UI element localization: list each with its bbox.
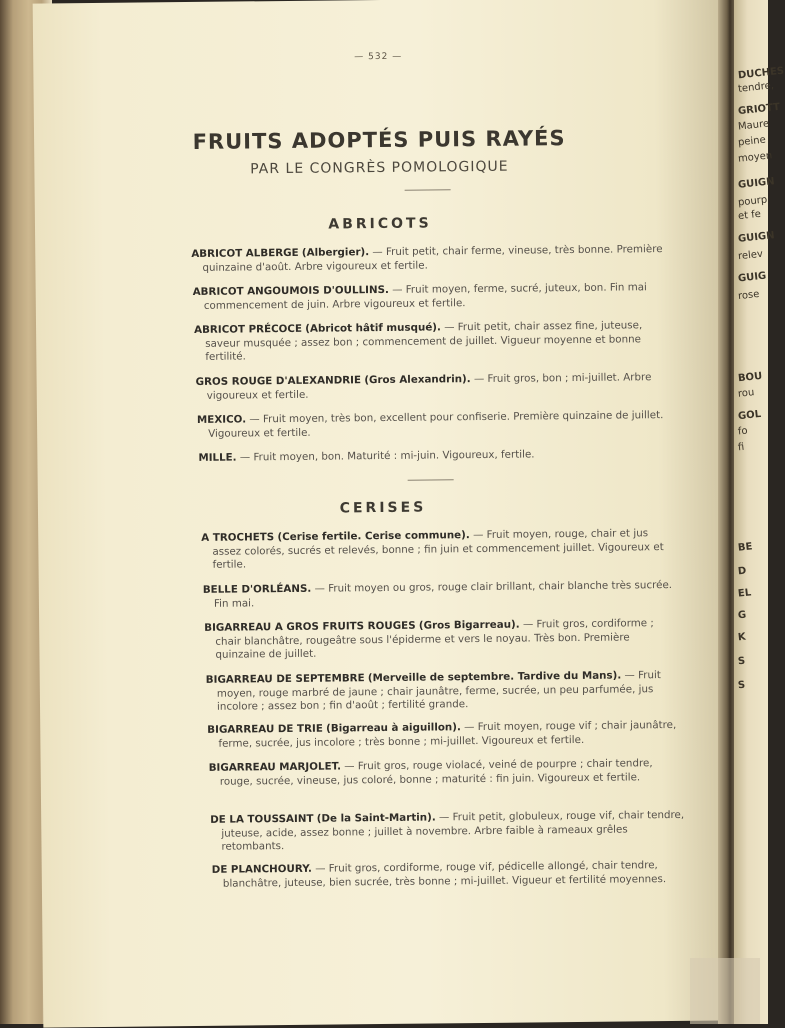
entry-belle-orleans (203, 579, 678, 611)
entry-text: — Fruit moyen, ferme, sucré, juteux, bon. Fin mai commencement de juin. Arbre vigoureux et fertile. (204, 281, 647, 311)
entry-alias: (Cerise fertile. Cerise commune). (277, 529, 469, 543)
next-page-text: GUIGN (738, 230, 776, 245)
entry-name: BIGARREAU DE TRIE (207, 723, 323, 736)
next-page-text: GRIOTT (738, 102, 781, 117)
next-page-text: EL (737, 587, 751, 599)
entry-bigarreau-trie (207, 719, 682, 751)
section-divider (408, 479, 454, 480)
entry-mille (198, 447, 673, 466)
next-page-text: D (737, 566, 746, 578)
entry-text: — Fruit gros, cordiforme, rouge vif, pédicelle allongé, chair tendre, blanchâtre, juteuse, bien sucrée, très bonne ; mi-juillet. Vigueur et fertilité moyennes. (223, 859, 666, 889)
entry-name: ABRICOT ALBERGE (191, 247, 298, 260)
entry-text: — Fruit gros, bon ; mi-juillet. Arbre vigoureux et fertile. (207, 371, 652, 401)
entry-abricot-alberge (191, 243, 666, 275)
entry-name: MEXICO. (197, 413, 246, 426)
next-page-text: G (737, 610, 746, 622)
entry-text: — Fruit moyen, rouge, chair et jus assez colorés, sucrés et relevés, bonne ; fin juin et commencement juillet. Vigoureux et fertile. (212, 527, 663, 571)
next-page-text: K (737, 632, 746, 644)
entry-abricot-angoumois (193, 281, 668, 313)
entry-text: — Fruit moyen, bon. Maturité : mi-juin. Vigoureux, fertile. (240, 448, 535, 463)
entry-a-trochets (201, 527, 676, 573)
next-page-text: relev (737, 249, 763, 263)
entry-bigarreau-gros-fruits (204, 617, 679, 663)
entry-text: — Fruit gros, cordiforme ; chair blanchâtre, rougeâtre sous l'épiderme et vers le noyau. Très bon. Première quinzaine de juillet. (215, 617, 654, 661)
next-page-text: et fe (737, 209, 761, 222)
next-page-fragment (734, 0, 768, 1024)
next-page-text: BOU (737, 371, 762, 384)
entry-text: — Fruit moyen ou gros, rouge clair brillant, chair blanche très sucrée. Fin mai. (214, 579, 672, 609)
entry-alias: (Albergier). (302, 246, 369, 259)
entry-alias: (De la Saint-Martin). (317, 811, 436, 824)
next-page-text: rou (737, 387, 754, 400)
section-heading-cerises: CERISES (38, 496, 728, 519)
entry-name: BIGARREAU A GROS FRUITS ROUGES (204, 620, 416, 634)
entry-name: A TROCHETS (201, 531, 274, 544)
entry-name: ABRICOT ANGOUMOIS D'OULLINS. (193, 284, 389, 298)
entry-gros-rouge-alexandrie (196, 371, 671, 403)
entry-name: BIGARREAU MARJOLET. (209, 760, 341, 773)
book-page (33, 0, 734, 1028)
entry-name: BELLE D'ORLÉANS. (203, 583, 312, 596)
next-page-text: GOL (737, 409, 761, 422)
next-page-text: Maure (738, 118, 770, 132)
entry-text: — Fruit moyen, rouge marbré de jaune ; chair jaunâtre, ferme, sucrée, un peu parfumée, jus incolore ; assez bon ; fin d'août ; fertilité grande. (217, 669, 661, 713)
entry-de-planchoury (212, 859, 687, 891)
entry-name: DE PLANCHOURY. (212, 863, 312, 876)
next-page-text: fi (737, 442, 744, 454)
title-divider (405, 189, 451, 190)
page-subtitle: PAR LE CONGRÈS POMOLOGIQUE (34, 156, 724, 179)
page-number: — 532 — (33, 48, 723, 65)
entry-alias: (Merveille de septembre. Tardive du Mans). (368, 670, 621, 685)
entry-text: — Fruit petit, globuleux, rouge vif, chair tendre, juteuse, acide, assez bonne ; juillet à novembre. Arbre faible à rameaux grêles retombants. (221, 809, 684, 853)
entry-text: — Fruit petit, chair ferme, vineuse, très bonne. Première quinzaine d'août. Arbre vigoureux et fertile. (202, 243, 662, 273)
entry-text: — Fruit moyen, très bon, excellent pour confiserie. Première quinzaine de juillet. Vigoureux et fertile. (208, 409, 663, 439)
entry-text: — Fruit gros, rouge violacé, veiné de pourpre ; chair tendre, rouge, sucrée, vineuse, jus coloré, bonne ; maturité : fin juin. Vigoureux et fertile. (220, 757, 653, 787)
next-page-text: peine (738, 135, 767, 149)
next-page-text: fo (737, 426, 748, 438)
entry-alias: (Gros Alexandrin). (364, 373, 470, 386)
next-page-text: S (737, 680, 745, 692)
entry-text: — Fruit petit, chair assez fine, juteuse, saveur musquée ; assez bon ; commencement de juillet. Vigueur moyenne et bonne fertilité. (205, 319, 642, 363)
entry-alias: (Gros Bigarreau). (419, 619, 520, 632)
next-page-text: pourp (738, 195, 768, 209)
section-heading-abricots: ABRICOTS (35, 212, 725, 235)
next-page-text: moyen (738, 150, 773, 165)
corner-watermark (690, 958, 760, 1024)
next-page-text: GUIG (738, 271, 767, 285)
next-page-text: rose (737, 289, 759, 302)
next-page-text: BE (737, 541, 753, 553)
entry-bigarreau-marjolet (209, 757, 684, 789)
page-title: FRUITS ADOPTÉS PUIS RAYÉS (34, 124, 724, 155)
next-page-text: S (737, 656, 745, 668)
entry-de-la-toussaint (210, 809, 685, 855)
entry-mexico (197, 409, 672, 441)
entry-name: ABRICOT PRÉCOCE (194, 323, 302, 336)
next-page-text: DUCHES (738, 66, 785, 82)
entry-alias: (Abricot hâtif musqué). (305, 321, 441, 334)
entry-abricot-precoce (194, 319, 669, 365)
entry-name: GROS ROUGE D'ALEXANDRIE (196, 374, 362, 388)
entry-alias: (Bigarreau à aiguillon). (326, 721, 461, 734)
entry-bigarreau-septembre (206, 669, 681, 715)
next-page-text: tendre, (738, 80, 775, 95)
entry-text: — Fruit moyen, rouge vif ; chair jaunâtre, ferme, sucrée, jus incolore ; très bonne ; mi-juillet. Vigoureux et fertile. (218, 719, 676, 749)
entry-name: BIGARREAU DE SEPTEMBRE (206, 672, 365, 686)
entry-name: DE LA TOUSSAINT (210, 813, 313, 826)
entry-name: MILLE. (198, 452, 236, 464)
next-page-text: GUIGN (738, 176, 776, 191)
